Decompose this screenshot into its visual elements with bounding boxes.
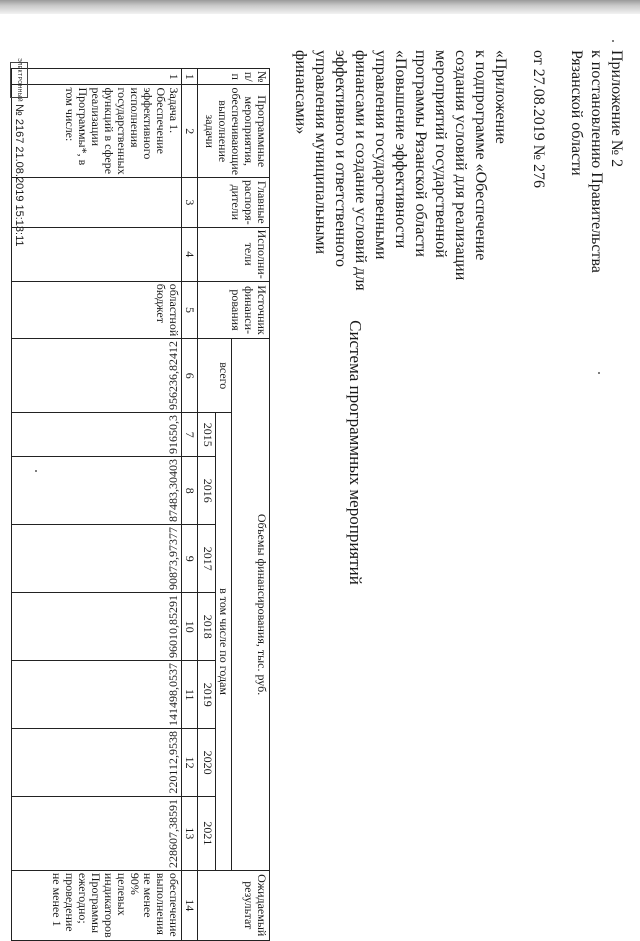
sub-appendix-line: программы Рязанской области [412,50,429,257]
registry-logo [10,58,28,102]
row-value-2016: 87483,30403 [166,459,180,523]
col-number: 2 [182,85,198,178]
registry-logo-text: ЭЛЕКТРОННЫЙ [16,58,22,102]
row-measure: Задача 1. Обеспечение эффективного исполнения государственных функций в сфере реализации Программы*, в том числе: [12,85,182,178]
header-volumes: Объемы финансирования, тыс. руб. [232,339,270,871]
row-value [12,457,182,525]
row-num: 1 [12,69,182,85]
col-number: 11 [182,661,198,729]
sub-appendix-line: «Повышение эффективности [392,50,409,249]
year-cell: 2020 [198,729,216,797]
col-number: 12 [182,729,198,797]
header-measures: Программные мероприятия, обеспечивающие выполнение задачи [198,85,270,178]
appendix-header [290,50,626,430]
row-value-2021: 228607,38591 [166,798,180,868]
col-number: 4 [182,227,198,281]
sub-appendix-line: управления муниципальными [312,50,329,255]
row-total [12,339,182,413]
col-number: 9 [182,525,198,593]
sub-appendix-line: к подпрограмме «Обеспечение [472,50,489,261]
header-result: Ожидаемый результат [198,870,270,940]
sub-appendix-line: «Приложение [492,50,509,144]
row-value [12,525,182,593]
year-cell: 2017 [198,525,216,593]
row-executors [12,227,182,281]
row-result: обеспечение выполнения не менее 90% целевых индикаторов Программы ежегодно; проведение не менее 1 [12,870,182,940]
row-value [12,413,182,457]
year-cell: 2018 [198,593,216,661]
col-number: 7 [182,413,198,457]
col-number: 6 [182,339,198,413]
header-managers: Главные распоря-дители [198,178,270,228]
row-source: областной бюджет [12,281,182,339]
header-row [232,69,270,941]
row-value-2015: 91650,3 [166,415,180,455]
year-cell: 2015 [198,413,216,457]
sub-appendix-line: финансами и создание условий для [352,50,369,291]
header-num: № п/п [198,69,270,85]
col-number: 3 [182,178,198,228]
col-number: 13 [182,796,198,870]
appendix-number: Приложение № 2 [608,50,625,168]
resolution-ref: к постановлению Правительства [588,50,605,273]
header-executors: Исполни-тели [198,227,270,281]
column-number-row [182,69,198,941]
row-value [12,593,182,661]
year-cell: 2016 [198,457,216,525]
header-source: Источник финанси-рования [198,281,270,339]
sub-appendix-line: эффективного и ответственного [332,50,349,267]
resolution-date: от 27.08.2019 № 276 [530,50,547,189]
measures-table [11,68,270,941]
row-value [12,729,182,797]
header-total: всего [198,339,232,413]
sub-appendix-line: мероприятий государственной [432,50,449,258]
registration-stamp [10,58,28,247]
col-number: 8 [182,457,198,525]
row-value-2018: 96010,85291 [166,595,180,659]
row-value [12,796,182,870]
sub-appendix-line: создания условий для реализации [452,50,469,281]
document-title: Система программных мероприятий [346,320,365,585]
row-value [12,661,182,729]
col-number: 1 [182,69,198,85]
col-number: 5 [182,281,198,339]
year-cell: 2019 [198,661,216,729]
registration-number: № 2167 21.08.2019 15:13:11 [13,104,25,247]
year-cell: 2021 [198,796,216,870]
row-value-2019: 141498,0537 [166,663,180,727]
col-number: 10 [182,593,198,661]
region-name: Рязанской области [568,50,585,176]
row-value-2020: 220112,9538 [166,731,180,794]
row-managers [12,178,182,228]
header-by-years: в том числе по годам [216,413,232,871]
sub-appendix-line: финансами» [292,50,309,135]
table-row [12,69,182,941]
col-number: 14 [182,870,198,940]
row-value-2017: 90873,97377 [166,527,180,591]
sub-appendix-line: управления государственными [372,50,389,260]
row-total-value: 956236,82412 [166,341,180,411]
